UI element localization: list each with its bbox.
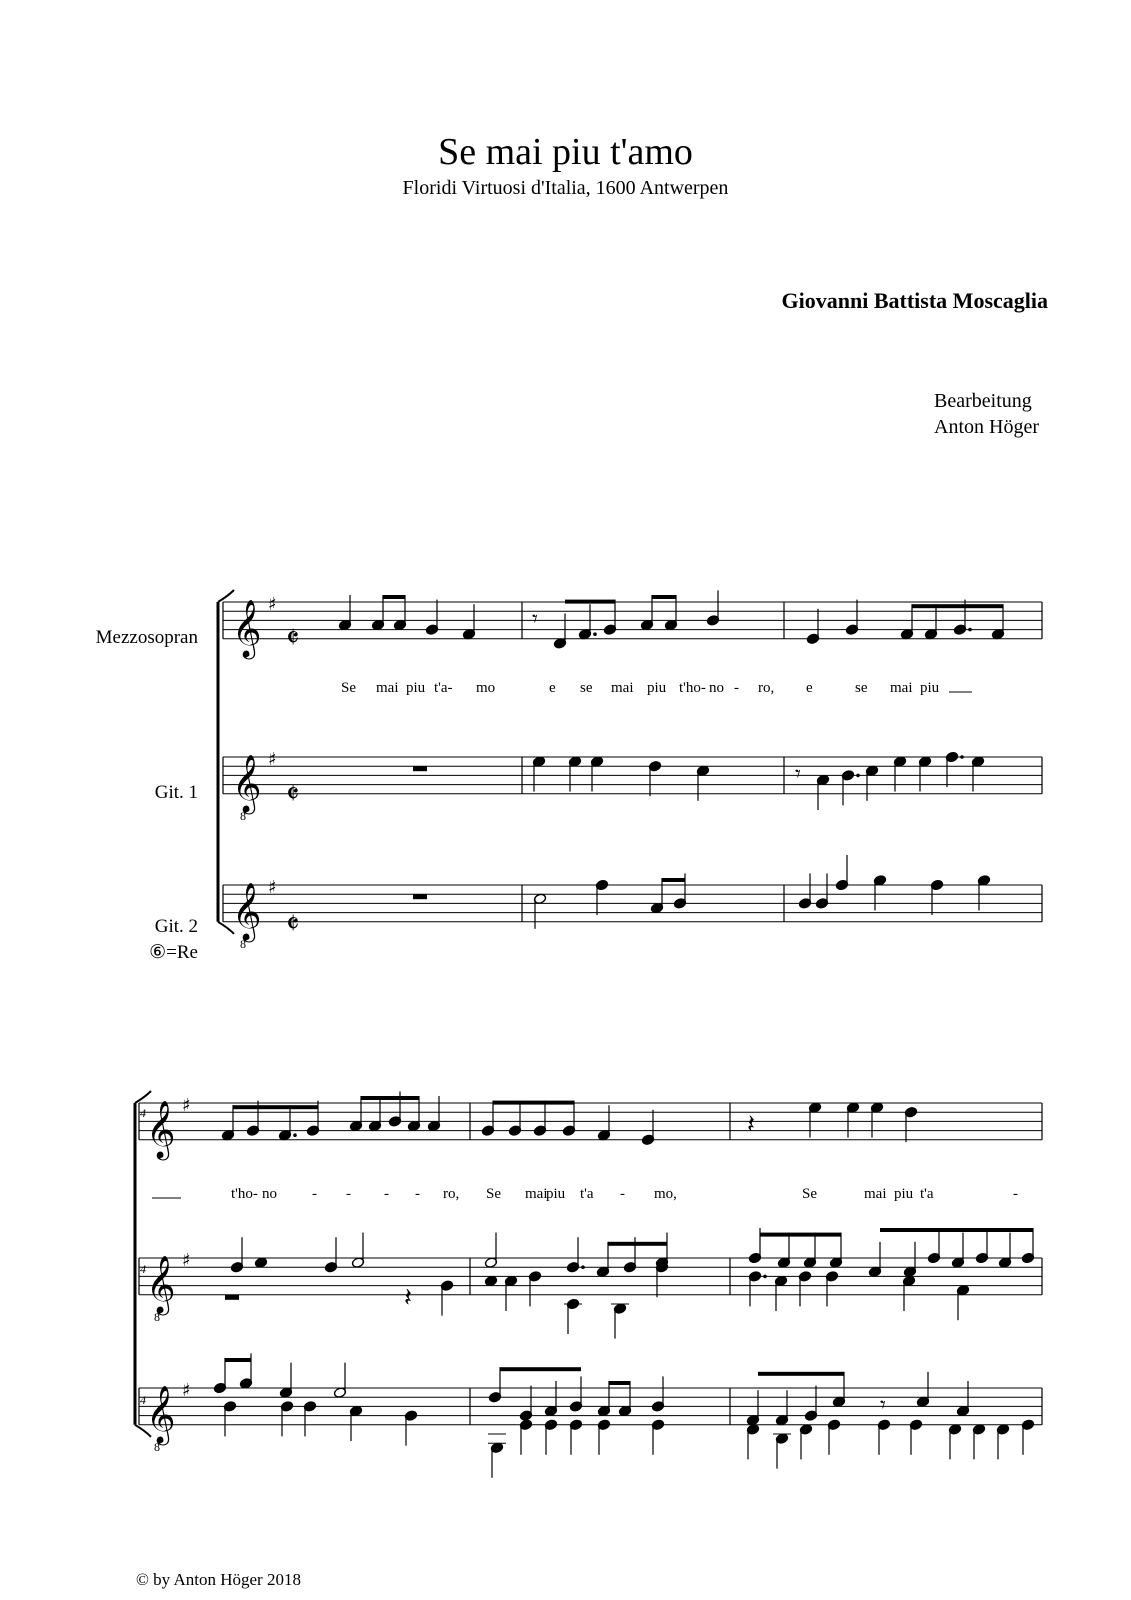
lyric-syllable: mai — [376, 680, 399, 696]
lyric-syllable: mai — [890, 680, 913, 696]
lyric-syllable: piu — [546, 1186, 566, 1202]
lyric-syllable: no — [709, 680, 724, 696]
beam — [652, 595, 676, 599]
eighth-rest: 𝄾 — [880, 1392, 886, 1418]
lyric-syllable: - — [384, 1186, 389, 1202]
lyric-syllable: ro, — [443, 1186, 460, 1202]
measure-number-4-git2: 4 — [140, 1393, 146, 1407]
note-head — [254, 1257, 267, 1269]
lyric-syllable: ro, — [758, 680, 775, 696]
lyric-syllable: mai — [525, 1186, 548, 1202]
beam — [760, 1233, 841, 1237]
lyric-syllable: mai — [611, 680, 634, 696]
copyright: © by Anton Höger 2018 — [136, 1570, 301, 1589]
clef-octave-8: 8 — [154, 1439, 160, 1454]
lyric-syllable: Se — [341, 680, 356, 696]
beam — [608, 1242, 667, 1246]
key-sharp: ♯ — [182, 1380, 191, 1401]
quarter-rest: 𝄽 — [747, 1109, 755, 1140]
note-dot — [581, 1265, 585, 1269]
lyric-syllable: piu — [647, 680, 667, 696]
lyric-syllable: Se — [802, 1186, 817, 1202]
arranger-line2: Anton Höger — [934, 416, 1039, 438]
treble-clef: 𝄞 — [146, 1099, 176, 1158]
label-git2-tuning: ⑥=Re — [149, 942, 198, 963]
label-mezzo: Mezzosopran — [95, 627, 198, 648]
beam — [493, 1101, 574, 1105]
beam — [361, 1096, 419, 1100]
arranger-line1: Bearbeitung — [934, 390, 1032, 412]
eighth-rest: 𝄾 — [532, 606, 538, 632]
clef-octave-8: 8 — [240, 936, 246, 951]
lyric-syllable: - — [620, 1186, 625, 1202]
beam — [609, 1381, 630, 1385]
lyric-syllable: se — [855, 680, 868, 696]
lyric-syllable: piu — [406, 680, 426, 696]
lyric-syllable: se — [580, 680, 593, 696]
lyric-syllable: t'ho- — [679, 680, 706, 696]
lyric-syllable: t'a — [580, 1186, 594, 1202]
whole-rest — [413, 894, 427, 899]
note-head — [484, 1275, 497, 1287]
treble-clef: 𝄞 — [146, 1254, 176, 1313]
beam — [662, 878, 685, 882]
beam — [233, 1105, 318, 1109]
key-sharp: ♯ — [182, 1095, 191, 1116]
label-git2: Git. 2 — [154, 916, 198, 937]
lyric-syllable: mo, — [654, 1186, 677, 1202]
eighth-rest: 𝄾 — [795, 761, 801, 787]
clef-octave-8: 8 — [240, 808, 246, 823]
lyric-syllable: no — [262, 1186, 277, 1202]
beam — [912, 604, 1003, 608]
time-signature-git1: 𝄵 — [286, 777, 300, 812]
lyric-syllable: t'a- — [434, 680, 453, 696]
beam — [758, 1372, 844, 1376]
lyric-syllable: mo — [476, 680, 496, 696]
lyric-syllable: t'a — [920, 1186, 934, 1202]
treble-clef: 𝄞 — [146, 1384, 176, 1443]
treble-clef: 𝄞 — [232, 598, 262, 657]
beam — [225, 1358, 251, 1362]
time-signature-mezzo: 𝄵 — [286, 621, 300, 656]
lyric-syllable: - — [415, 1186, 420, 1202]
whole-rest — [413, 766, 427, 771]
key-sharp: ♯ — [268, 594, 277, 615]
note-dot — [968, 628, 972, 632]
key-sharp: ♯ — [268, 749, 277, 770]
lyric-syllable: t'ho- — [231, 1186, 258, 1202]
note-dot — [293, 1133, 297, 1137]
clef-octave-8: 8 — [154, 1309, 160, 1324]
treble-clef: 𝄞 — [232, 881, 262, 940]
measure-number-4-mezzo: 4 — [140, 1106, 146, 1120]
composer: Giovanni Battista Moscaglia — [781, 288, 1048, 313]
piece-subtitle: Floridi Virtuosi d'Italia, 1600 Antwerpen — [402, 177, 729, 199]
lyric-syllable: e — [806, 680, 813, 696]
note-dot — [960, 755, 964, 759]
note-dot — [593, 632, 597, 636]
lyric-syllable: - — [346, 1186, 351, 1202]
beam — [880, 1228, 1033, 1232]
beam — [565, 600, 615, 604]
lyric-syllable: - — [734, 680, 739, 696]
treble-clef: 𝄞 — [232, 753, 262, 812]
key-sharp: ♯ — [182, 1250, 191, 1271]
lyric-syllable: piu — [920, 680, 940, 696]
lyric-syllable: - — [312, 1186, 317, 1202]
label-git1: Git. 1 — [154, 782, 198, 803]
beam — [383, 595, 405, 599]
beam — [500, 1367, 581, 1371]
time-signature-git2: 𝄵 — [286, 907, 300, 942]
lyric-syllable: Se — [486, 1186, 501, 1202]
measure-number-4-git1: 4 — [140, 1262, 146, 1276]
note-dot — [763, 1275, 767, 1279]
lyric-syllable: e — [549, 680, 556, 696]
key-sharp: ♯ — [268, 877, 277, 898]
lyric-syllable: - — [1013, 1186, 1018, 1202]
note-dot — [856, 774, 860, 778]
quarter-rest: 𝄽 — [404, 1282, 412, 1313]
lyric-syllable: piu — [894, 1186, 914, 1202]
piece-title: Se mai piu t'amo — [438, 131, 693, 173]
lyric-syllable: mai — [864, 1186, 887, 1202]
whole-rest — [225, 1295, 239, 1300]
